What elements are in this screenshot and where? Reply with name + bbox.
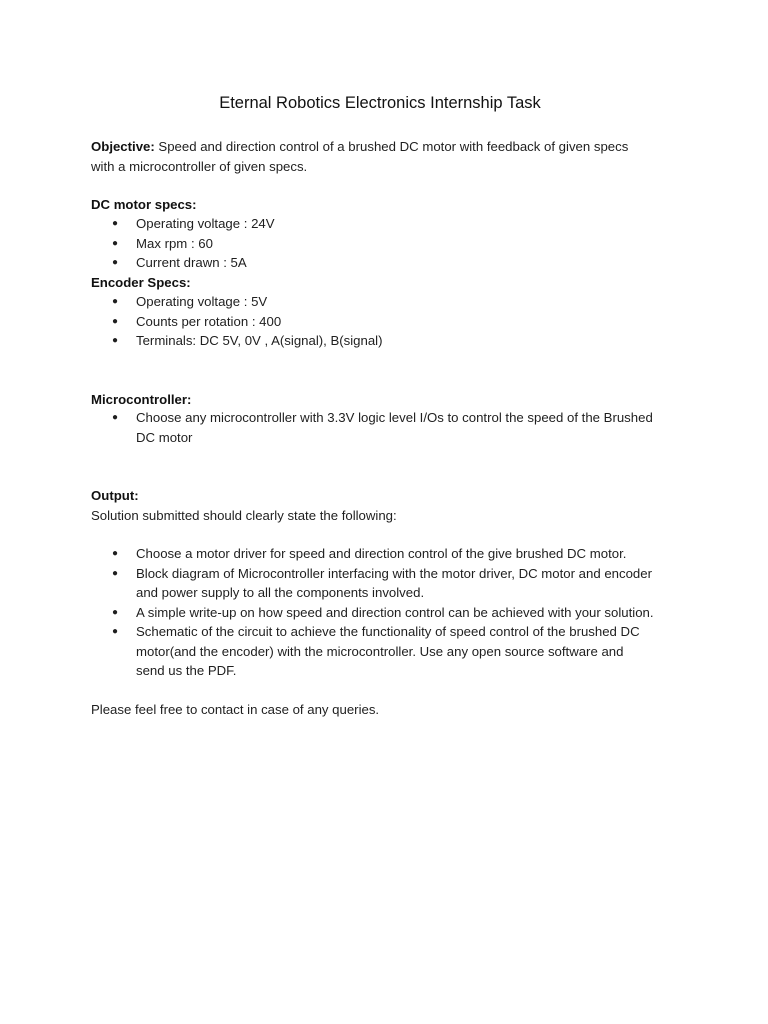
bullet-icon: ●	[112, 626, 119, 637]
encoder-specs-list	[91, 292, 383, 351]
list-item: ● A simple write-up on how speed and direction control can be achieved with your solution.	[91, 603, 654, 623]
bullet-icon: ●	[112, 257, 119, 268]
objective-text-line2: with a microcontroller of given specs.	[91, 158, 308, 174]
list-item: ● Choose any microcontroller with 3.3V logic level I/Os to control the speed of the Brushed	[91, 408, 653, 428]
list-item-continuation: and power supply to all the components involved.	[136, 585, 425, 600]
output-list	[91, 544, 654, 681]
document-title: Eternal Robotics Electronics Internship Task	[219, 94, 541, 112]
list-item: ● Operating voltage : 5V	[91, 292, 383, 312]
dc-motor-specs-list	[91, 214, 275, 273]
list-item-continuation: DC motor	[136, 429, 193, 445]
output-intro: Solution submitted should clearly state the following:	[91, 507, 397, 523]
list-item: ● Block diagram of Microcontroller interfacing with the motor driver, DC motor and encoder	[91, 564, 654, 584]
objective-text-line1: Speed and direction control of a brushed DC motor with feedback of given specs	[154, 139, 629, 154]
list-item: ● Operating voltage : 24V	[91, 214, 275, 234]
output-heading: Output:	[91, 488, 139, 503]
bullet-icon: ●	[112, 567, 119, 579]
bullet-icon: ●	[112, 218, 119, 229]
list-item: ● Choose a motor driver for speed and direction control of the give brushed DC motor.	[91, 544, 654, 564]
list-item: ● Terminals: DC 5V, 0V , A(signal), B(signal)	[91, 331, 383, 351]
list-item-continuation: send us the PDF.	[136, 663, 237, 678]
list-item-continuation: motor(and the encoder) with the microcontroller. Use any open source software and	[136, 643, 624, 659]
list-item: ● Current drawn : 5A	[91, 253, 275, 273]
objective-paragraph	[91, 137, 628, 157]
objective-label: Objective:	[91, 139, 155, 154]
microcontroller-heading: Microcontroller:	[91, 391, 192, 407]
bullet-icon: ●	[112, 296, 119, 307]
bullet-icon: ●	[112, 237, 119, 249]
microcontroller-list	[91, 408, 653, 447]
list-item: ● Schematic of the circuit to achieve the functionality of speed control of the brushed DC	[91, 622, 654, 642]
encoder-specs-heading: Encoder Specs:	[91, 274, 191, 290]
bullet-icon: ●	[112, 412, 119, 423]
list-item: ● Counts per rotation : 400	[91, 312, 383, 332]
bullet-icon: ●	[112, 548, 119, 559]
list-item: ● Max rpm : 60	[91, 234, 275, 254]
bullet-icon: ●	[112, 606, 119, 618]
bullet-icon: ●	[112, 315, 119, 327]
bullet-icon: ●	[112, 335, 119, 346]
dc-motor-specs-heading: DC motor specs:	[91, 196, 197, 212]
closing-note: Please feel free to contact in case of any queries.	[91, 702, 380, 717]
